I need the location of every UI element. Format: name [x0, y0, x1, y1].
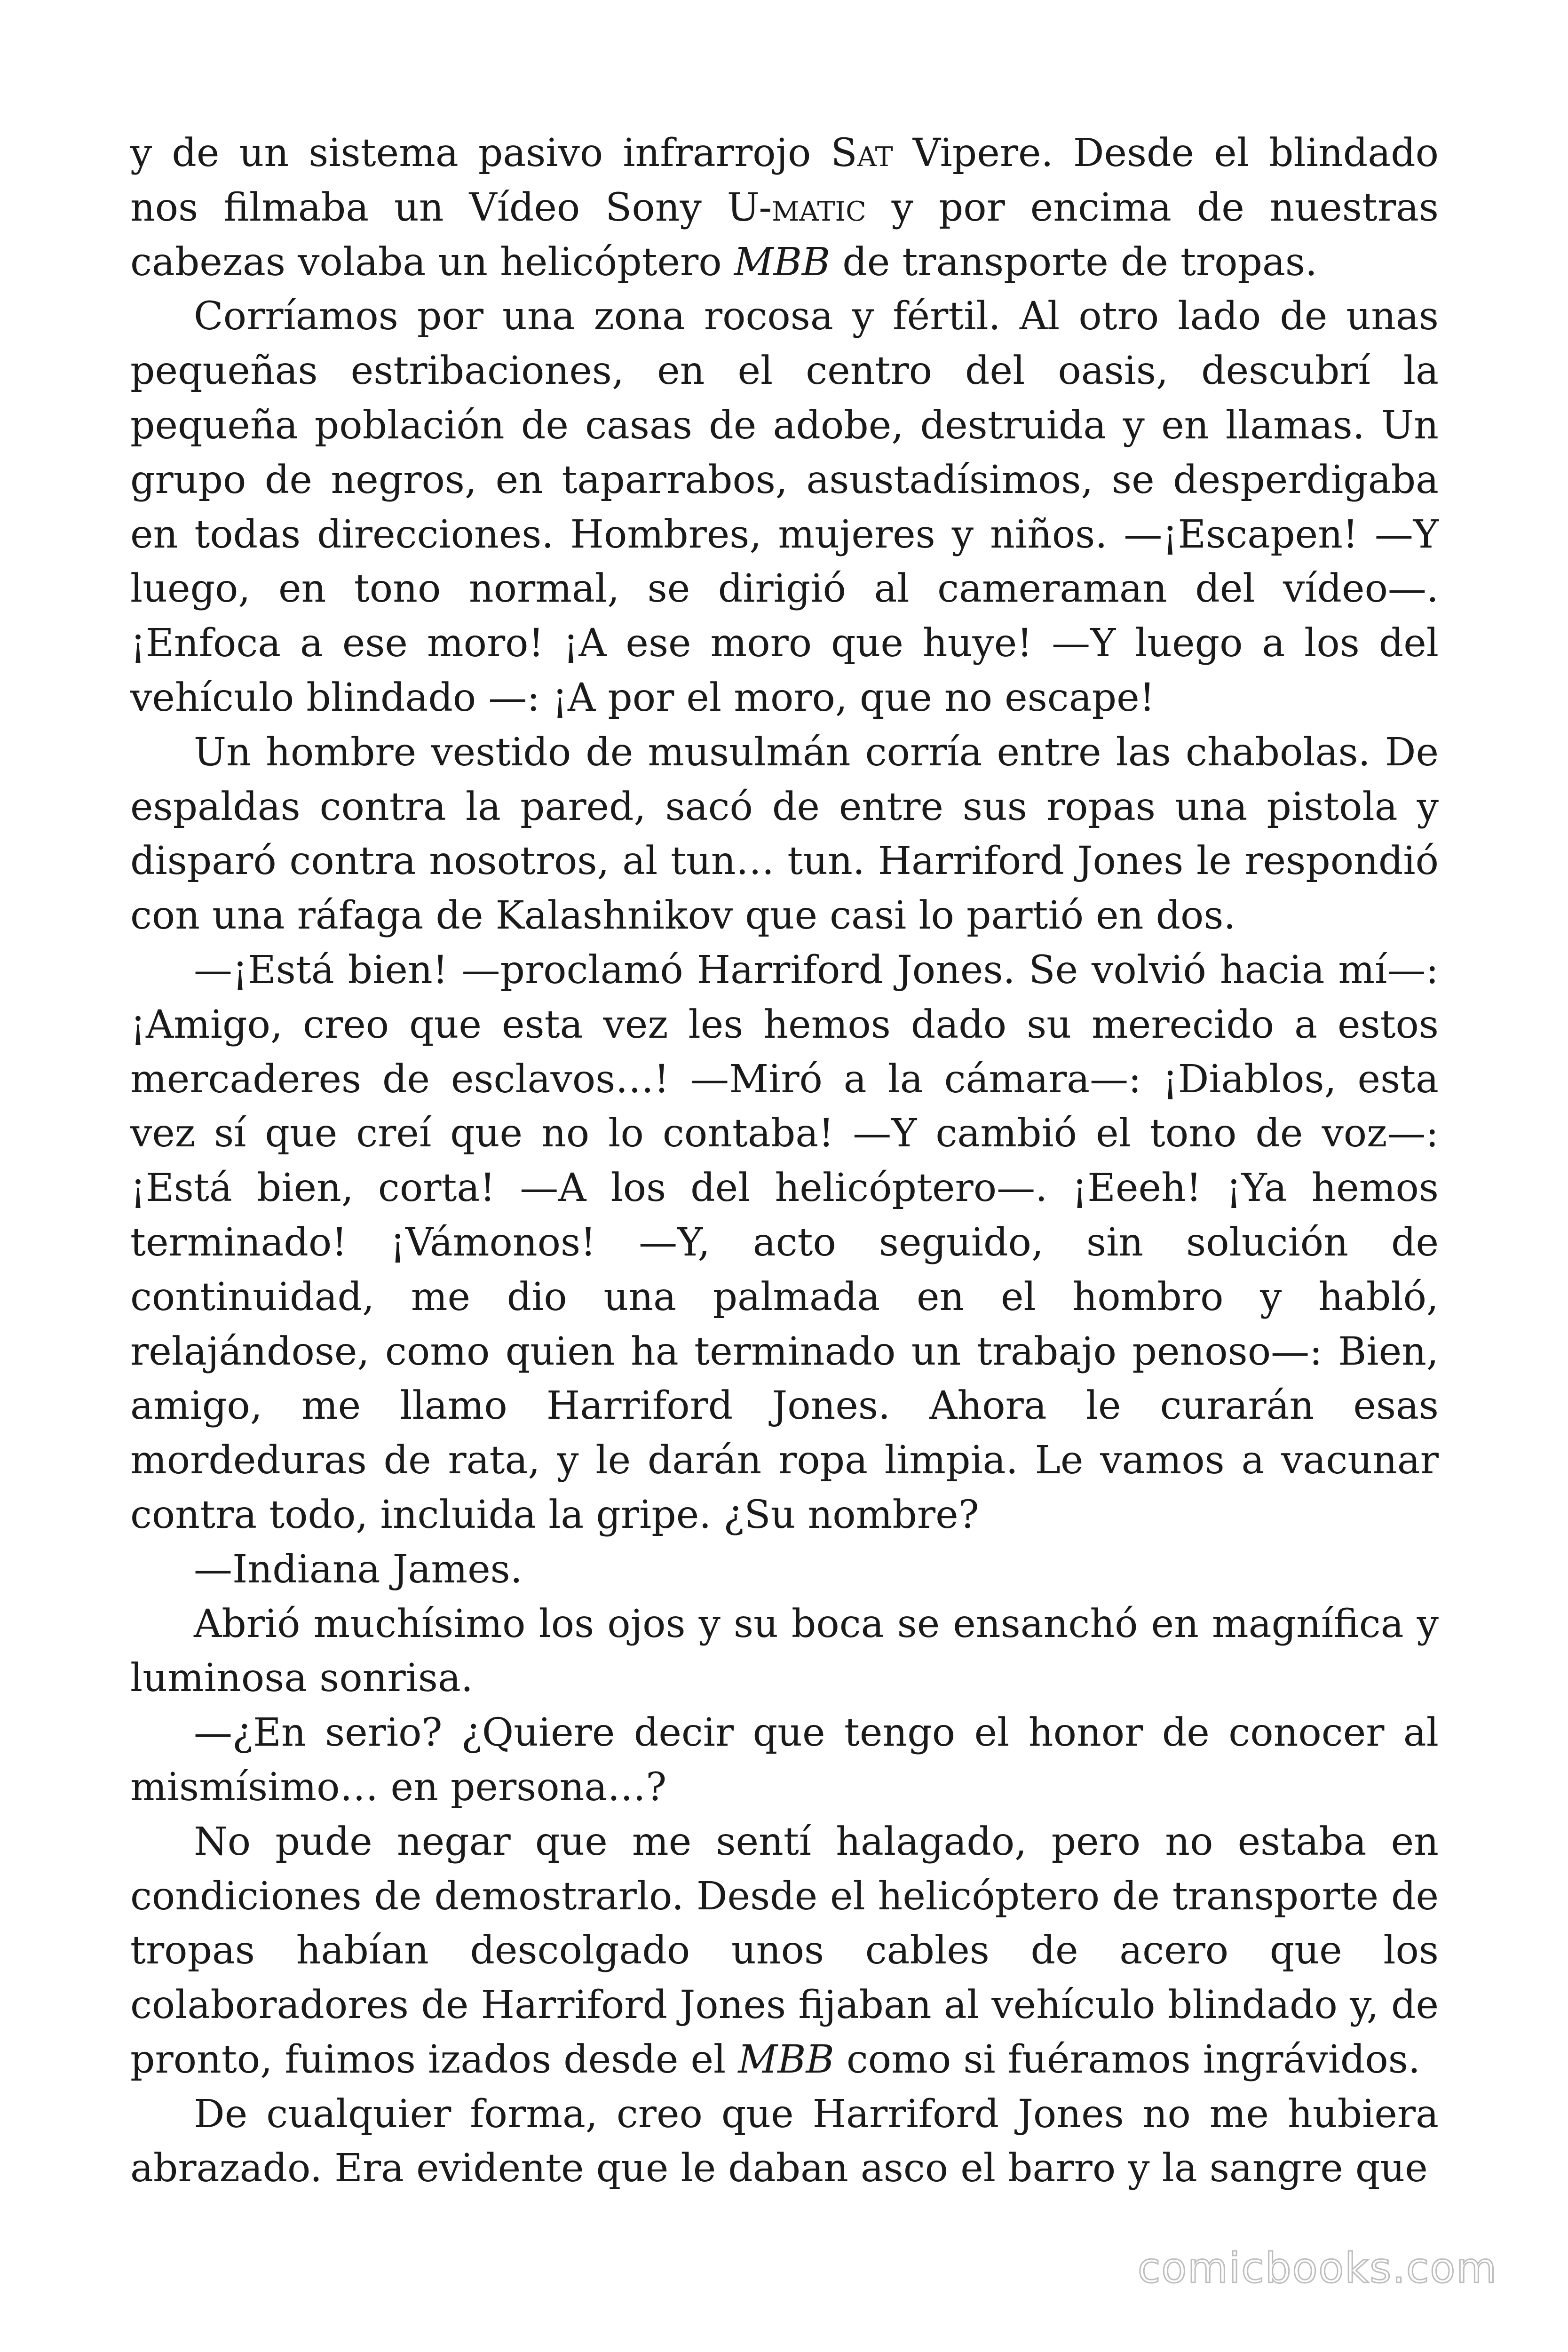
text-span: Abrió muchísimo los ojos y su boca se ensanchó en magnífica y luminosa sonrisa. [130, 1601, 1439, 1701]
book-page [130, 126, 1439, 2196]
text-span: No pude negar que me sentí halagado, pero no estaba en condiciones de demostrarlo. Desde el helicóptero de transporte de tropas habían descolgado unos cables de acero que los colaboradores de Harriford Jones fijaban al vehículo blindado y, de pronto, fuimos izados desde el [130, 1819, 1439, 2082]
paragraph [130, 1597, 1439, 1706]
paragraph [130, 725, 1439, 943]
text-span: —¡Está bien! —proclamó Harriford Jones. Se volvió hacia mí—: ¡Amigo, creo que esta vez les hemos dado su merecido a estos mercaderes de esclavos…! —Miró a la cámara—: ¡Diablos, esta vez sí que creí que no lo contaba! —Y cambió el tono de voz—: ¡Está bien, corta! —A los del helicóptero—. ¡Eeeh! ¡Ya hemos terminado! ¡Vámonos! —Y, acto seguido, sin solución de continuidad, me dio una palmada en el hombro y habló, relajándose, como quien ha terminado un trabajo penoso—: Bien, amigo, me llamo Harriford Jones. Ahora le curarán esas mordeduras de rata, y le darán ropa limpia. Le vamos a vacunar contra todo, incluida la gripe. ¿Su nombre? [130, 947, 1439, 1537]
small-caps-term: U-matic [727, 185, 866, 230]
paragraph [130, 2087, 1439, 2196]
watermark: comicbooks.com [1137, 2244, 1497, 2292]
text-span: como si fuéramos ingrávidos. [834, 2037, 1420, 2082]
paragraph [130, 126, 1439, 289]
text-span: de transporte de tropas. [830, 239, 1317, 285]
text-span: —¿En serio? ¿Quiere decir que tengo el honor de conocer al mismísimo… en persona…? [130, 1710, 1439, 1810]
text-span: De cualquier forma, creo que Harriford Jones no me hubiera abrazado. Era evidente que le daban asco el barro y la sangre que [130, 2091, 1439, 2191]
text-span: Corríamos por una zona rocosa y fértil. Al otro lado de unas pequeñas estribaciones, en el centro del oasis, descubrí la pequeña población de casas de adobe, destruida y en llamas. Un grupo de negros, en taparrabos, asustadísimos, se desperdigaba en todas direcciones. Hombres, mujeres y niños. —¡Escapen! —Y luego, en tono normal, se dirigió al cameraman del vídeo—. ¡Enfoca a ese moro! ¡A ese moro que huye! —Y luego a los del vehículo blindado —: ¡A por el moro, que no escape! [130, 294, 1439, 720]
paragraph [130, 1706, 1439, 1815]
text-span: —Indiana James. [194, 1547, 523, 1592]
italic-term: MBB [734, 239, 831, 285]
paragraph [130, 1542, 1439, 1597]
small-caps-term: Sat [831, 131, 893, 175]
italic-term: MBB [738, 2037, 834, 2082]
text-span: Vipere. Desde el blindado nos filmaba un Vídeo Sony [130, 131, 1439, 230]
text-span: y por encima de nuestras cabezas volaba un helicóptero [130, 185, 1439, 285]
text-span: Un hombre vestido de musulmán corría entre las chabolas. De espaldas contra la pared, sacó de entre sus ropas una pistola y disparó contra nosotros, al tun… tun. Harriford Jones le respondió con una ráfaga de Kalashnikov que casi lo partió en dos. [130, 730, 1439, 938]
paragraph [130, 289, 1439, 725]
paragraph [130, 943, 1439, 1542]
text-span: y de un sistema pasivo infrarrojo [130, 131, 831, 175]
paragraph [130, 1815, 1439, 2087]
